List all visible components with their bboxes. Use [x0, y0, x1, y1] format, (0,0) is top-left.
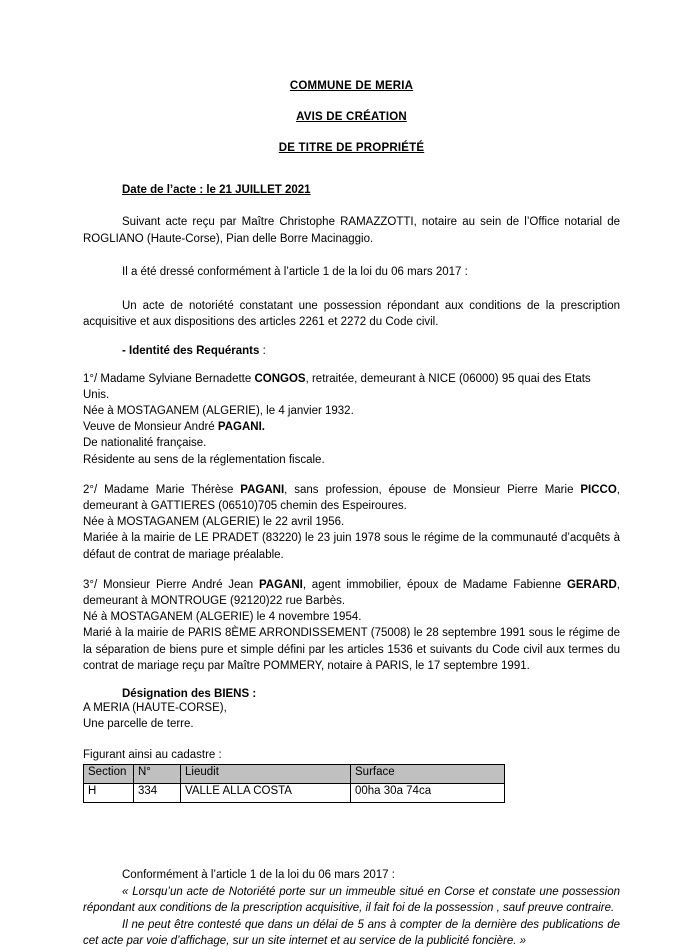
cadastre-header-row — [84, 765, 505, 784]
biens-parcel-line: Une parcelle de terre. — [83, 718, 194, 731]
requerant-1-nationality-line: De nationalité française. — [83, 437, 207, 450]
closing-conformite-line: Conformément à l’article 1 de la loi du 06 mars 2017 : — [122, 869, 395, 882]
intro-paragraph-notoriety-act: Un acte de notoriété constatant une possession répondant aux conditions de la prescription acquisitive et aux dispositions des articles 2261 et 2272 du Code civil. — [83, 299, 620, 328]
closing-quote-paragraph-2: Il ne peut être contesté que dans un délai de 5 ans à compter de la dernière des publications de cet acte par voie d’affichage, sur un site internet et au service de la publicité foncière. » — [83, 918, 620, 948]
requerant-2-birth-line: Née à MOSTAGANEM (ALGERIE) le 22 avril 1956. — [83, 516, 345, 529]
title-text-titre-propriete: DE TITRE DE PROPRIÉTÉ — [278, 142, 425, 154]
requerant-block-1 — [83, 371, 620, 468]
requerant-block-2 — [83, 482, 620, 563]
requerant-1-details: , retraitée, demeurant à NICE (06000) 95 quai des Etats Unis. — [83, 372, 591, 401]
date-of-act-heading — [83, 184, 620, 196]
requerant-2-surname: PAGANI — [240, 483, 285, 496]
column-header-section: Section — [84, 765, 134, 784]
requerant-1-residence-line: Résidente au sens de la réglementation fiscale. — [83, 453, 325, 466]
column-header-lieudit: Lieudit — [181, 765, 351, 784]
requerant-3-line-1 — [83, 577, 620, 609]
requerant-3-ordinal: 3°/ — [83, 578, 103, 591]
biens-location-line: A MERIA (HAUTE-CORSE), — [83, 701, 227, 714]
requerant-2-spouse-surname: PICCO — [580, 483, 617, 496]
document-title-line-2 — [83, 111, 620, 123]
requerant-2-marriage-line: Mariée à la mairie de LE PRADET (83220) le 23 juin 1978 sous le régime de la communauté d’acquêts à défaut de contrat de mariage préalable. — [83, 532, 620, 561]
requerant-2-ordinal: 2°/ — [83, 483, 105, 496]
requerant-block-3 — [83, 577, 620, 674]
cell-surface: 00ha 30a 74ca — [351, 784, 505, 803]
requerant-3-name-prefix: Monsieur Pierre André Jean — [102, 578, 259, 591]
biens-section-heading: Désignation des BIENS : — [122, 687, 257, 700]
cell-number: 334 — [134, 784, 181, 803]
cell-lieudit: VALLE ALLA COSTA — [181, 784, 351, 803]
requerant-2-middle-text: , sans profession, épouse de Monsieur Pierre Marie — [284, 483, 581, 496]
title-text-avis: AVIS DE CRÉATION — [296, 111, 407, 123]
requerant-3-details: , demeurant à MONTROUGE (92120)22 rue Barbès. — [83, 578, 620, 607]
requerant-3-birth-line: Né à MOSTAGANEM (ALGERIE) le 4 novembre 1954. — [83, 611, 362, 624]
requerant-1-widow-prefix: Veuve de Monsieur André — [83, 421, 218, 434]
requerant-1-name-prefix: Madame Sylviane Bernadette — [100, 372, 255, 385]
biens-description — [83, 700, 620, 732]
closing-section — [83, 867, 620, 950]
requerant-3-middle-text: , agent immobilier, époux de Madame Fabienne — [302, 578, 567, 591]
requerants-section-heading — [83, 345, 620, 357]
requerant-1-widow-line — [83, 419, 620, 435]
requerant-1-birth-line: Née à MOSTAGANEM (ALGERIE), le 4 janvier 1932. — [83, 404, 354, 417]
cadastre-table-head — [84, 765, 505, 784]
requerant-1-spouse-surname: PAGANI. — [217, 421, 265, 434]
intro-paragraph-law-reference: Il a été dressé conformément à l’article 1 de la loi du 06 mars 2017 : — [122, 266, 468, 278]
intro-paragraph-notary: Suivant acte reçu par Maître Christophe RAMAZZOTTI, notaire au sein de l’Office notarial de ROGLIANO (Haute-Corse), Pian delle Borre Macinaggio. — [83, 216, 620, 245]
requerant-1-ordinal: 1°/ — [83, 372, 101, 385]
requerant-2-details: , demeurant à GATTIERES (06510)705 chemin des Espeiroures. — [83, 483, 620, 512]
requerant-3-spouse-surname: GERARD — [566, 578, 617, 591]
document-title-line-3 — [83, 142, 620, 154]
requerant-2-line-1 — [83, 482, 620, 514]
closing-quote-paragraph-1: « Lorsqu’un acte de Notoriété porte sur un immeuble situé en Corse et constate une possession répondant aux conditions de la prescription acquisitive, il fait foi de la possession , sauf preuve contraire. — [83, 885, 620, 915]
cadastre-intro-line: Figurant ainsi au cadastre : — [83, 749, 222, 762]
date-of-act-text: Date de l’acte : le 21 JUILLET 2021 — [122, 184, 311, 196]
requerant-3-surname: PAGANI — [258, 578, 303, 591]
requerant-3-marriage-line: Marié à la mairie de PARIS 8ÈME ARRONDISSEMENT (75008) le 28 septembre 1991 sous le régime de la séparation de biens pure et simple défini par les articles 1536 et suivants du Code civil aux termes du contrat de mariage reçu par Maître POMMERY, notaire à PARIS, le 17 septembre 1991. — [83, 627, 620, 672]
cadastre-table — [83, 764, 505, 803]
cadastre-table-body — [84, 784, 505, 803]
requerant-1-line-1 — [83, 371, 620, 403]
document-content — [83, 80, 620, 950]
requerant-1-surname: CONGOS — [254, 372, 306, 385]
cell-section: H — [84, 784, 134, 803]
requerant-2-name-prefix: Madame Marie Thérèse — [104, 483, 241, 496]
document-title-line-1 — [83, 80, 620, 92]
title-text-commune: COMMUNE DE MERIA — [289, 80, 414, 92]
requerants-heading-colon: : — [259, 344, 266, 357]
column-header-number: N° — [134, 765, 181, 784]
requerants-heading-label: - Identité des Requérants — [122, 344, 260, 357]
table-row — [84, 784, 505, 803]
column-header-surface: Surface — [351, 765, 505, 784]
